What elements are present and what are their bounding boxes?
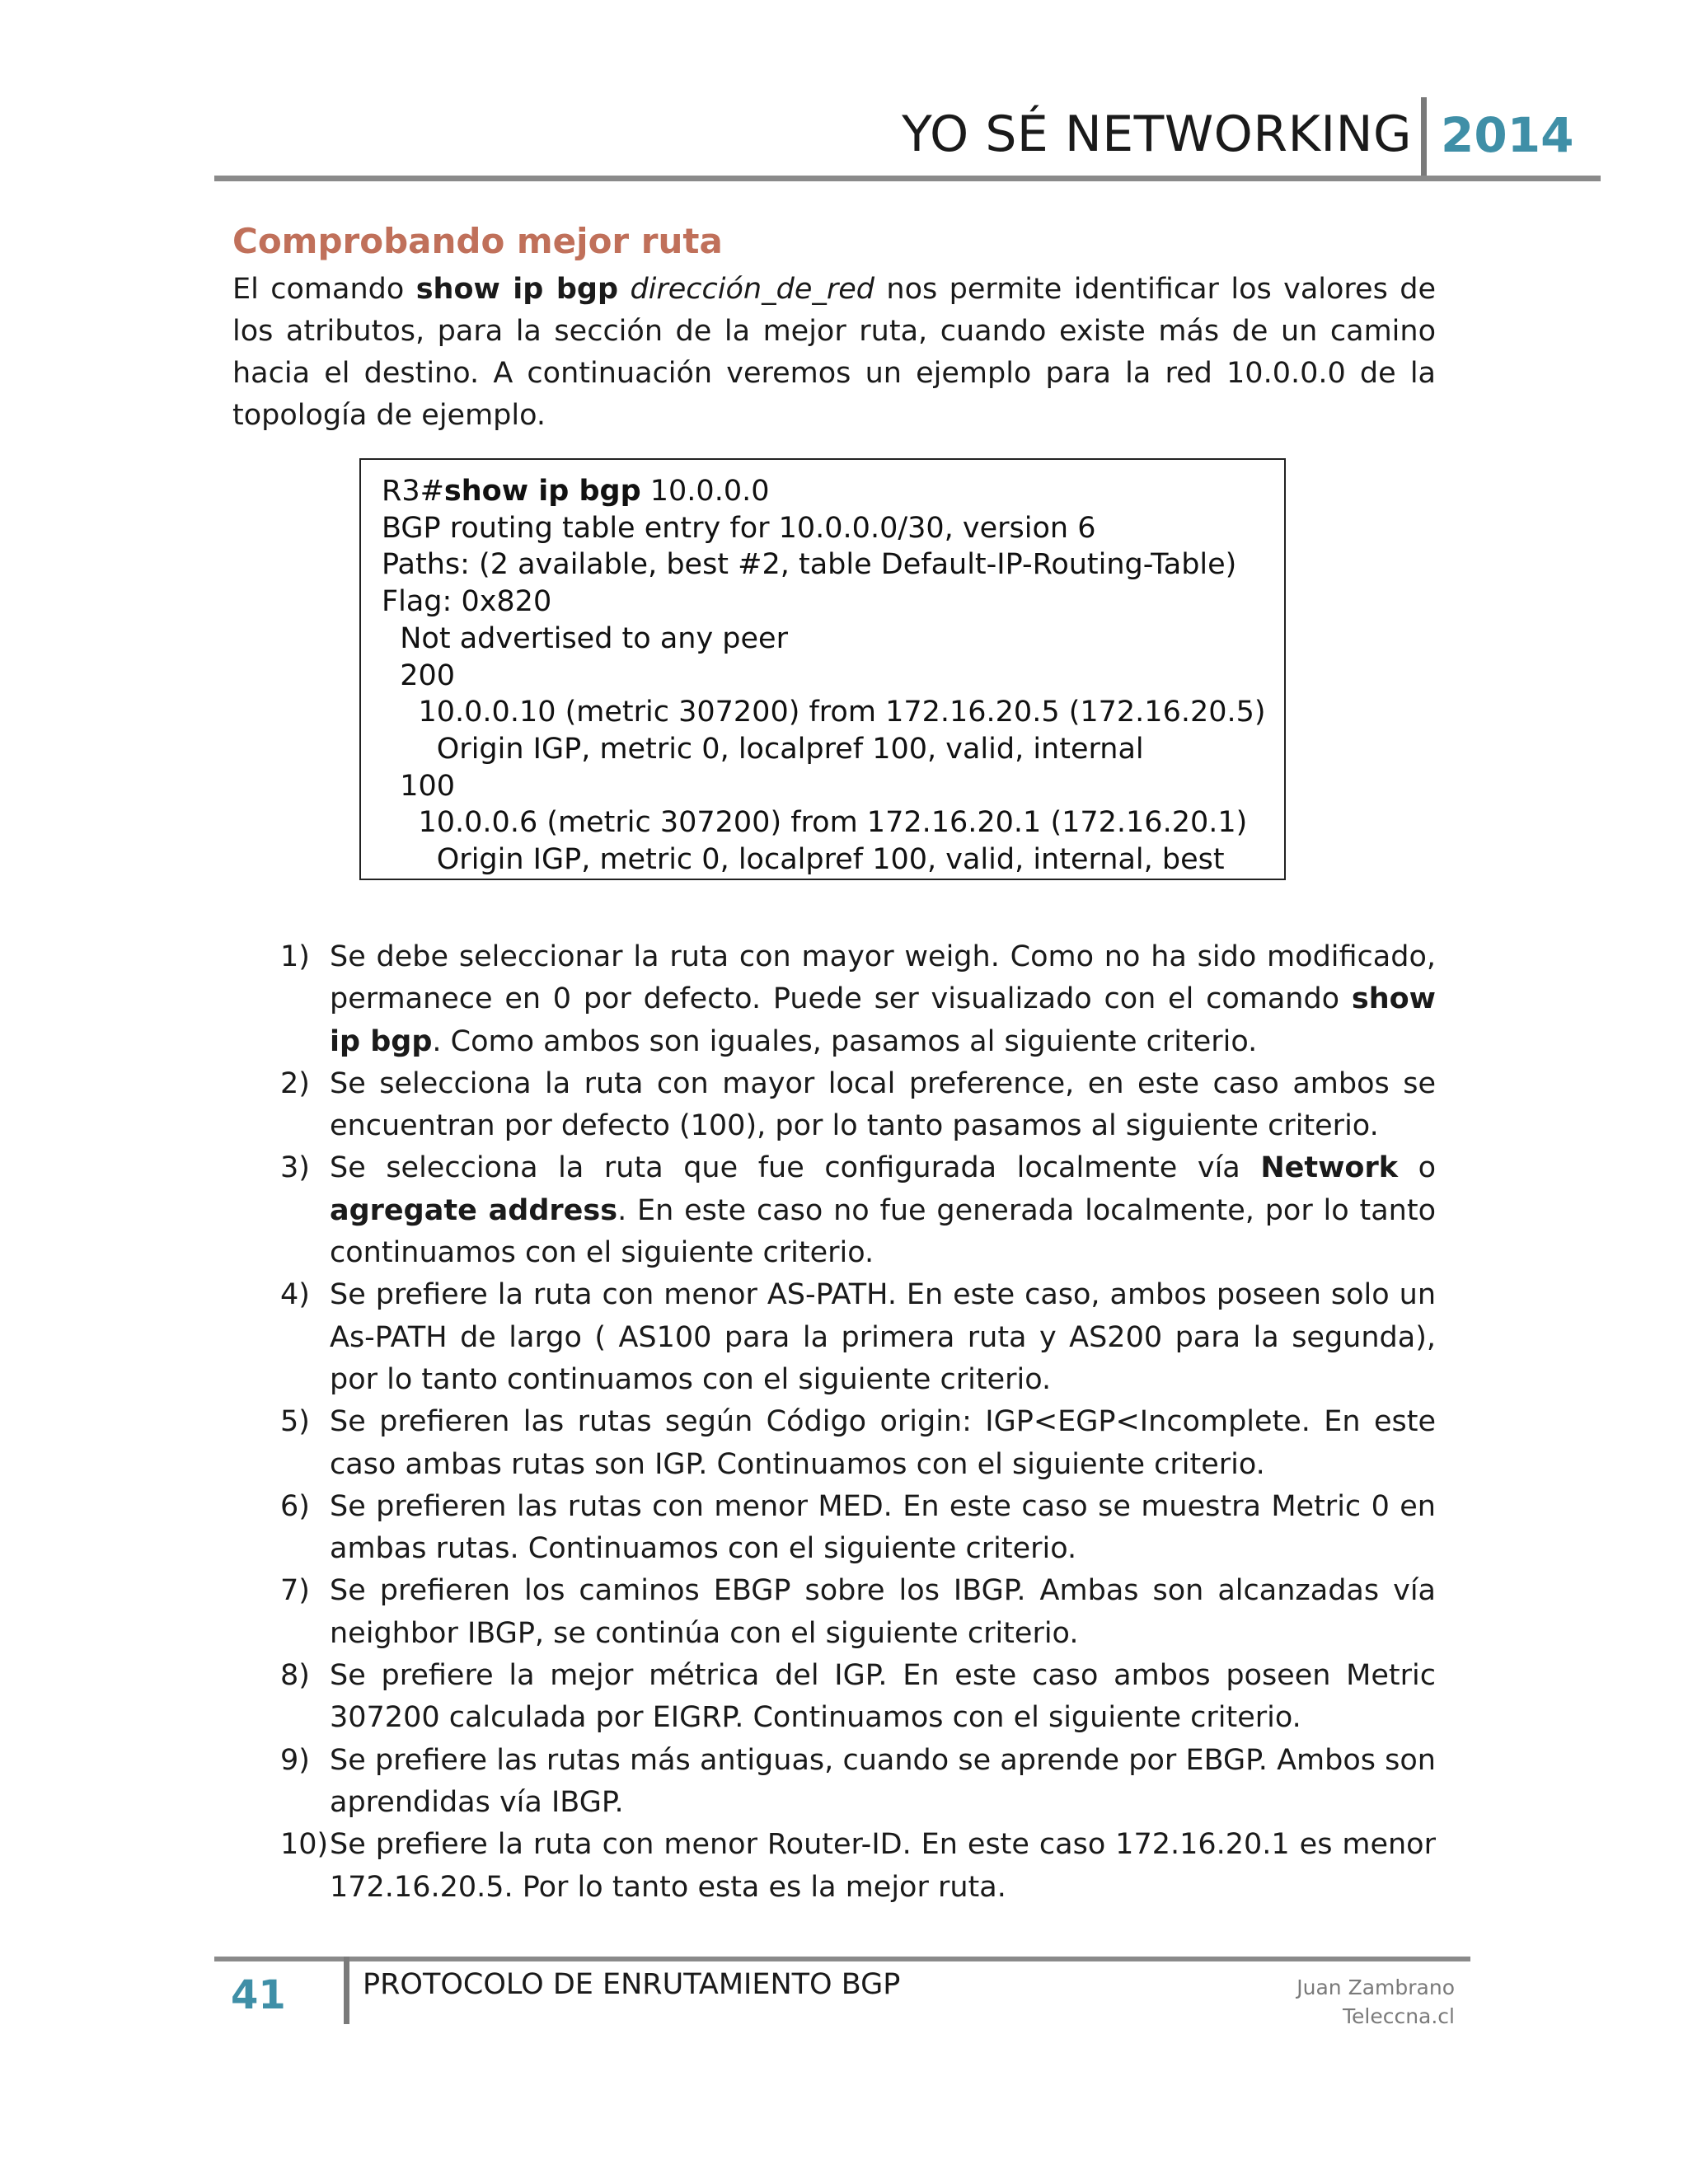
list-item-number: 1) [280, 940, 310, 973]
header-year: 2014 [1441, 107, 1574, 163]
list-item [232, 1740, 1436, 1825]
cli-output-line: 100 [382, 769, 456, 803]
cli-output-line: Origin IGP, metric 0, localpref 100, valid, internal, best [382, 843, 1225, 877]
footer-title: PROTOCOLO DE ENRUTAMIENTO BGP [363, 1968, 901, 2001]
list-item-number: 9) [280, 1743, 310, 1777]
footer-vertical-divider [344, 1957, 349, 2024]
list-item-keyword: Network [1260, 1151, 1399, 1185]
cli-output-line: Flag: 0x820 [382, 585, 552, 619]
list-item-segment: Se debe seleccionar la ruta con mayor weigh. Como no ha sido modificado, permanece en 0 por defecto. Puede ser visualizado con el comando [330, 940, 1436, 1016]
list-item [232, 1824, 1436, 1909]
list-item-keyword: show ip bgp [330, 982, 1436, 1058]
header-vertical-divider [1421, 97, 1427, 181]
list-item [232, 936, 1436, 1063]
intro-paragraph [232, 269, 1436, 437]
footer-author: Juan Zambrano [1296, 1975, 1455, 1999]
list-item-text [330, 1740, 1436, 1825]
list-item-text [330, 1570, 1436, 1655]
cli-command: show ip bgp [443, 475, 641, 508]
list-item-text [330, 1824, 1436, 1909]
footer-rule [214, 1957, 1470, 1961]
list-item-keyword: agregate address [330, 1193, 618, 1227]
list-item-segment: Se prefiere la ruta con menor Router-ID. En este caso 172.16.20.1 es menor 172.16.20.5. Por lo tanto esta es la mejor ruta. [330, 1828, 1436, 1904]
header-title: YO SÉ NETWORKING [902, 105, 1412, 163]
cli-command-line [382, 473, 1284, 510]
intro-rest: nos permite identificar los valores de los atributos, para la sección de la mejor ruta, cuando existe más de un camino hacia el destino. A continuación veremos un ejemplo para la red 10.0.0.0 de la topología de ejemplo. [232, 273, 1436, 432]
cli-output-line: BGP routing table entry for 10.0.0.0/30, version 6 [382, 511, 1096, 545]
list-item-number: 4) [280, 1278, 310, 1312]
list-item-number: 5) [280, 1405, 310, 1439]
section-heading: Comprobando mejor ruta [232, 221, 723, 261]
list-item-number: 7) [280, 1574, 310, 1608]
intro-command: show ip bgp [415, 273, 619, 306]
list-item-text [330, 1147, 1436, 1274]
list-item-segment: Se prefieren los caminos EBGP sobre los IBGP. Ambas son alcanzadas vía neighbor IBGP, se continúa con el siguiente criterio. [330, 1574, 1436, 1650]
list-item-segment: Se selecciona la ruta con mayor local preference, en este caso ambos se encuentran por defecto (100), por lo tanto pasamos al siguiente criterio. [330, 1066, 1436, 1143]
list-item-segment: Se prefieren las rutas con menor MED. En este caso se muestra Metric 0 en ambas rutas. Continuamos con el siguiente criterio. [330, 1489, 1436, 1566]
cli-output-line: Origin IGP, metric 0, localpref 100, valid, internal [382, 732, 1144, 766]
list-item-segment: Se prefieren las rutas según Código origin: IGP<EGP<Incomplete. En este caso ambas rutas son IGP. Continuamos con el siguiente criterio. [330, 1405, 1436, 1481]
list-item-segment: Se prefiere la ruta con menor AS-PATH. En este caso, ambos poseen solo un As-PATH de largo ( AS100 para la primera ruta y AS200 para la segunda), por lo tanto continuamos con el siguiente criterio. [330, 1278, 1436, 1396]
list-item-number: 3) [280, 1151, 310, 1185]
best-path-criteria-list [232, 936, 1436, 1909]
list-item [232, 1401, 1436, 1486]
cli-output-line: Paths: (2 available, best #2, table Default-IP-Routing-Table) [382, 548, 1237, 582]
list-item-text [330, 1486, 1436, 1571]
list-item [232, 1147, 1436, 1274]
list-item-number: 8) [280, 1659, 310, 1693]
list-item-text [330, 936, 1436, 1063]
intro-prefix: El comando [232, 273, 416, 306]
cli-output-line: 200 [382, 658, 456, 692]
cli-output-box [359, 458, 1286, 880]
list-item-segment: Se prefiere la mejor métrica del IGP. En este caso ambos poseen Metric 307200 calculada por EIGRP. Continuamos con el siguiente criterio. [330, 1659, 1436, 1735]
list-item-text [330, 1274, 1436, 1401]
list-item-number: 10) [280, 1828, 329, 1862]
list-item [232, 1274, 1436, 1401]
list-item [232, 1486, 1436, 1571]
footer-site: Teleccna.cl [1342, 2004, 1455, 2028]
cli-prompt: R3# [382, 475, 444, 508]
list-item-text [330, 1655, 1436, 1740]
header-rule [214, 176, 1601, 181]
cli-output-line: Not advertised to any peer [382, 621, 788, 655]
cli-output-lines [382, 510, 1284, 879]
cli-output-line: 10.0.0.6 (metric 307200) from 172.16.20.1 (172.16.20.1) [382, 806, 1248, 840]
intro-argument: dirección_de_red [630, 273, 874, 306]
intro-space [618, 273, 630, 306]
page-number: 41 [231, 1972, 286, 2018]
list-item-text [330, 1063, 1436, 1148]
list-item [232, 1063, 1436, 1148]
list-item-number: 2) [280, 1066, 310, 1100]
list-item [232, 1655, 1436, 1740]
list-item-text [330, 1401, 1436, 1486]
list-item-segment: o [1398, 1151, 1436, 1185]
list-item [232, 1570, 1436, 1655]
footer-author-block [1296, 1973, 1455, 2031]
list-item-number: 6) [280, 1489, 310, 1523]
cli-output-line: 10.0.0.10 (metric 307200) from 172.16.20.5 (172.16.20.5) [382, 696, 1266, 729]
list-item-segment: . En este caso no fue generada localmente, por lo tanto continuamos con el siguiente criterio. [330, 1193, 1436, 1270]
cli-argument: 10.0.0.0 [640, 475, 770, 508]
list-item-segment: . Como ambos son iguales, pasamos al siguiente criterio. [432, 1024, 1258, 1058]
list-item-segment: Se prefiere las rutas más antiguas, cuando se aprende por EBGP. Ambos son aprendidas vía IBGP. [330, 1743, 1436, 1819]
list-item-segment: Se selecciona la ruta que fue configurada localmente vía [330, 1151, 1261, 1185]
